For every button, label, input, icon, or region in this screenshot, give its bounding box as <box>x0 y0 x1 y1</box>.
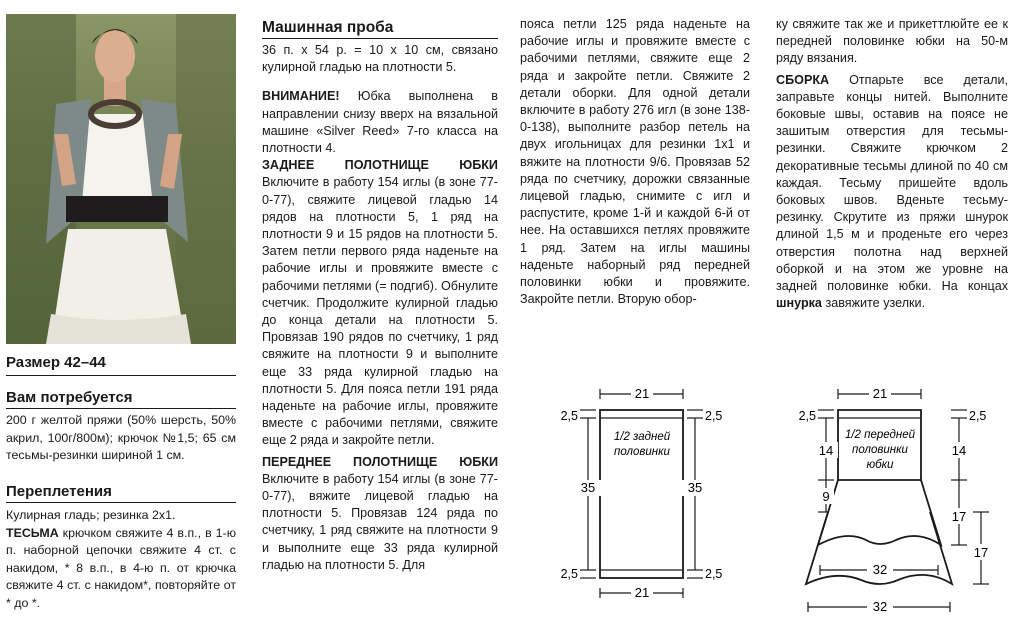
stitches-heading: Переплетения <box>6 483 112 500</box>
back-half-diagram <box>540 380 740 610</box>
materials-divider <box>6 408 236 409</box>
front-ruffle2-height: 17 <box>973 545 989 560</box>
column-2-text <box>262 42 498 574</box>
front-mid-left: 9 <box>822 489 830 504</box>
column-3-text <box>520 16 750 308</box>
model-photo-image <box>6 14 236 344</box>
front-ruffle1-height: 17 <box>951 509 967 524</box>
front-half-diagram <box>776 380 1016 634</box>
back-label-line2: половинки <box>614 446 670 458</box>
stitches-block <box>6 507 236 612</box>
gauge-text: 36 п. х 54 р. = 10 х 10 см, связано кулирной гладью на плотности 5. <box>262 43 498 75</box>
back-height-left: 35 <box>580 480 596 495</box>
front-label-line2: половинки <box>852 444 908 456</box>
front-panel-label: ПЕРЕДНЕЕ ПОЛОТНИЩЕ ЮБКИ <box>262 454 498 469</box>
stitches-divider <box>6 502 236 503</box>
front-ruffle2-width: 32 <box>872 599 888 614</box>
size-heading: Размер 42–44 <box>6 354 106 371</box>
attention-label: ВНИМАНИЕ! <box>262 89 340 104</box>
back-label-line1: 1/2 задней <box>613 431 671 443</box>
front-upper-left: 14 <box>818 443 834 458</box>
front-label-line3: юбки <box>866 459 894 471</box>
front-waist-right: 2,5 <box>969 409 987 423</box>
column-3-paragraph: пояса петли 125 ряда наденьте на рабочие иглы и провяжите вместе с рабочими петлями, свяжите еще 2 ряда и закройте петли. Свяжите 2 детали оборки. Для одной детали включите в работу 276 игл (в зоне 138-0-138), выполните разбор петель на двух игольницах для резинки 1х1 и вяжите на плотности 9/6. Провязав 52 ряда по счетчику, дорожки связанные лицевой гладью, снимите с игл и распустите, кроме 1-й и каждой 6-й от нее. На оставшихся петлях провяжите 1 ряд. Затем на иглы машины наденьте наборный ряд передней половинки юбки и провяжите. Закройте петли. Вторую обор- <box>520 17 750 307</box>
attention-paragraph <box>262 88 498 157</box>
back-panel-paragraph <box>262 157 498 449</box>
column-4-paragraph: ку свяжите так же и прикеттлюйте ее к передней половинке юбки на 50-м ряду вязания. <box>776 17 1008 66</box>
back-panel-label: ЗАДНЕЕ ПОЛОТНИЩЕ ЮБКИ <box>262 158 498 173</box>
back-hem-left: 2,5 <box>560 567 578 581</box>
stitches-line1: Кулирная гладь; резинка 2х1. <box>6 508 176 522</box>
gauge-divider <box>262 38 498 39</box>
assembly-text: Отпарьте все детали, заправьте концы нитей. Выполните боковые швы, оставив на поясе не зашитым отверстия для тесьмы-резинки. Свяжите крючком 2 декоративные тесьмы длиной по 40 см каждая. Тесьму пришейте вдоль боковых швов. Вденьте тесьму-резинку. Скрутите из пряжи шнурок длиной 1,5 м и проденьте его через отверстия полотна над верхней оборкой и на этом же уровне на задней половинке юбки. На концах <box>776 72 1008 294</box>
attention-text: Юбка выполнена в направлении снизу вверх на вязальной машине «Silver Reed» 7-го класса на плотности 4. <box>262 89 498 156</box>
front-panel-paragraph <box>262 454 498 574</box>
materials-heading: Вам потребуется <box>6 389 133 406</box>
gauge-heading: Машинная проба <box>262 19 394 36</box>
assembly-label: СБОРКА <box>776 72 830 87</box>
back-hem-right: 2,5 <box>705 567 723 581</box>
cord-label: шнурка <box>776 296 822 311</box>
front-waist-left: 2,5 <box>798 409 816 423</box>
front-ruffle1-width: 32 <box>872 562 888 577</box>
front-upper-right: 14 <box>951 443 967 458</box>
back-panel-text: Включите в работу 154 иглы (в зоне 77-0-77), свяжите лицевой гладью 14 рядов на плотности 5, 1 ряд на плотности 9 и 15 рядов на плотности 5. Затем петли первого ряда наденьте на рабочие иглы и провяжите вместе с рабочими петлями (= подгиб). Обнулите счетчик. Продолжите кулирной гладью до конца детали на плотности 5. Провязав 190 рядов по счетчику, 1 ряд свяжите на плотности 9 и выполните еще 33 ряда кулирной гладью на плотности 5. Для пояса петли 191 ряда наденьте на рабочие иглы, провяжите вместе с рабочими петлями, свяжите еще 2 ряда и закройте петли. <box>262 175 498 448</box>
front-top-width: 21 <box>872 386 888 401</box>
assembly-paragraph <box>776 72 1008 313</box>
front-label-line1: 1/2 передней <box>844 429 916 441</box>
front-panel-text: Включите в работу 154 иглы (в зоне 77-0-77), вяжите лицевой гладью на плотности 5. Провязав 124 ряда по счетчику, 1 ряд свяжите на плотности 9 и выполните еще 33 ряда кулирной гладью на плотности 5. Для <box>262 471 498 572</box>
back-height-right: 35 <box>687 480 703 495</box>
tesma-label: ТЕСЬМА <box>6 525 59 540</box>
back-bottom-width: 21 <box>634 585 650 600</box>
back-waist-left: 2,5 <box>560 409 578 423</box>
materials-text: 200 г желтой пряжи (50% шерсть, 50% акрил, 100г/800м); крючок №1,5; 65 см тесьмы-резинки шириной 1 см. <box>6 413 236 462</box>
assembly-tail: завяжите узелки. <box>821 296 926 311</box>
model-photo <box>6 14 236 344</box>
tesma-paragraph <box>6 525 236 613</box>
back-waist-right: 2,5 <box>705 409 723 423</box>
column-4-text <box>776 16 1008 312</box>
back-top-width: 21 <box>634 386 650 401</box>
tesma-text: крючком свяжите 4 в.п., в 1-ю п. наборной цепочки свяжите 4 ст. с накидом, * 8 в.п., в 4-ю п. от крючка свяжите 4 ст. с накидом*, повторяйте от * до *. <box>6 525 236 610</box>
size-divider <box>6 375 236 376</box>
